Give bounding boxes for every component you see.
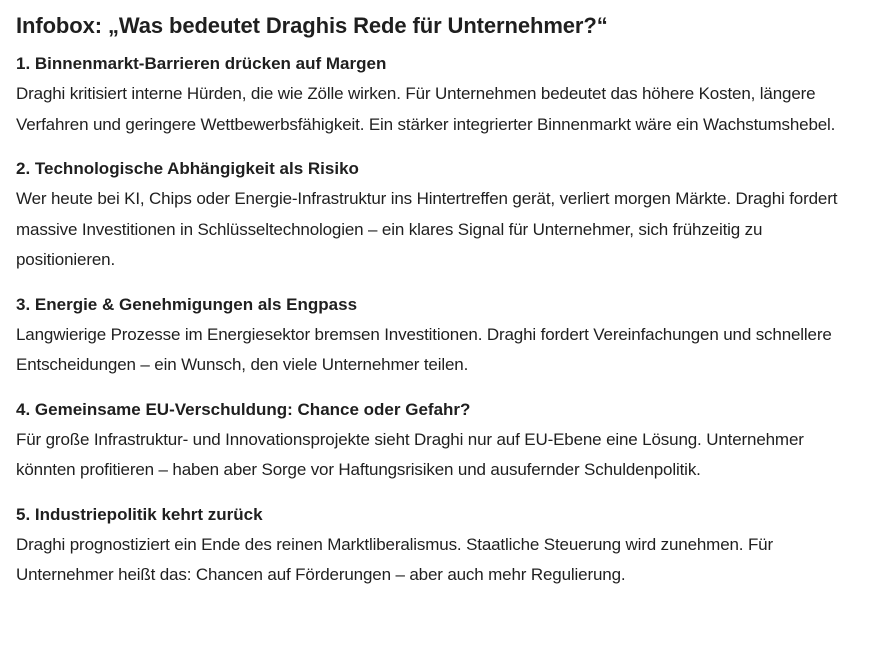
section-body: Wer heute bei KI, Chips oder Energie-Infrastruktur ins Hintertreffen gerät, verliert morgen Märkte. Draghi fordert massive Investitionen in Schlüsseltechnologien – ein klares Signal für Unternehmer, sich frühzeitig zu positionieren. <box>16 189 838 269</box>
section-heading: 5. Industriepolitik kehrt zurück <box>16 504 263 524</box>
section-body: Draghi prognostiziert ein Ende des reinen Marktliberalismus. Staatliche Steuerung wird zunehmen. Für Unternehmer heißt das: Chancen auf Förderungen – aber auch mehr Regulierung. <box>16 534 773 584</box>
section-energie <box>16 293 860 381</box>
section-heading: 2. Technologische Abhängigkeit als Risiko <box>16 159 359 178</box>
section-industriepolitik <box>16 503 860 591</box>
section-binnenmarkt <box>16 52 860 140</box>
section-body: Für große Infrastruktur- und Innovationsprojekte sieht Draghi nur auf EU-Ebene eine Lösung. Unternehmer könnten profitieren – haben aber Sorge vor Haftungsrisiken und ausufernder Schuldenpolitik. <box>16 429 804 479</box>
section-body: Langwierige Prozesse im Energiesektor bremsen Investitionen. Draghi fordert Vereinfachungen und schnellere Entscheidungen – ein Wunsch, den viele Unternehmer teilen. <box>16 324 832 374</box>
section-technologie <box>16 157 860 276</box>
section-heading: 4. Gemeinsame EU-Verschuldung: Chance oder Gefahr? <box>16 399 471 419</box>
section-heading: 3. Energie & Genehmigungen als Engpass <box>16 294 358 314</box>
section-verschuldung <box>16 398 860 486</box>
infobox-title: Infobox: „Was bedeutet Draghis Rede für Unternehmer?“ <box>16 13 608 38</box>
section-body: Draghi kritisiert interne Hürden, die wie Zölle wirken. Für Unternehmen bedeutet das höhere Kosten, längere Verfahren und geringere Wettbewerbsfähigkeit. Ein stärker integrierter Binnenmarkt wäre ein Wachstumshebel. <box>16 84 836 134</box>
section-heading: 1. Binnenmarkt-Barrieren drücken auf Margen <box>16 54 387 73</box>
